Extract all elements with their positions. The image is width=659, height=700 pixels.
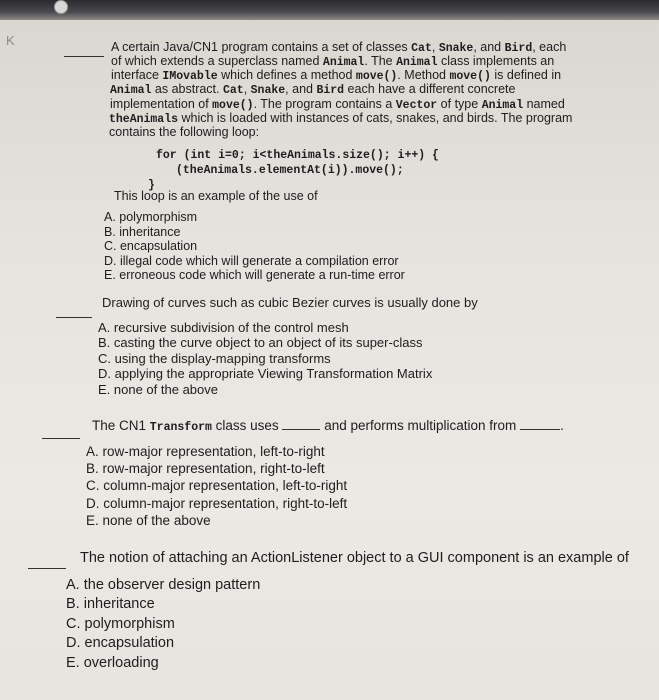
- code-run: Cat: [411, 42, 432, 55]
- q4-option-e[interactable]: E. overloading: [66, 654, 159, 671]
- q3-option-d[interactable]: D. column-major representation, right-to-left: [86, 495, 348, 511]
- text-run: each have a different concrete: [344, 82, 516, 96]
- inline-blank-2[interactable]: [520, 429, 560, 430]
- text-run: ,: [431, 40, 439, 54]
- code-run: move(): [355, 70, 398, 83]
- code-line: for (int i=0; i<theAnimals.size(); i++) {: [156, 149, 439, 162]
- q1-option-c[interactable]: C. encapsulation: [104, 239, 198, 254]
- code-run: Bird: [316, 84, 345, 97]
- code-run: Snake: [250, 84, 286, 97]
- code-run: Cat: [222, 84, 244, 97]
- text-run: of type: [437, 97, 482, 111]
- question-3-lead: The CN1: [92, 418, 150, 433]
- q3-option-c[interactable]: C. column-major representation, left-to-right: [86, 478, 348, 494]
- text-run: . The program contains a: [253, 97, 396, 111]
- code-run: Snake: [438, 42, 474, 55]
- code-run: Bird: [504, 42, 533, 55]
- text-run: which is loaded with instances of cats, snakes, and birds. The program: [178, 111, 573, 125]
- q1-option-d[interactable]: D. illegal code which will generate a compilation error: [104, 253, 399, 268]
- text-run: , each: [532, 40, 567, 54]
- question-3-mid: class uses: [211, 418, 279, 433]
- page-mark: K: [6, 33, 15, 48]
- q2-option-b[interactable]: B. casting the curve object to an object of its super-class: [98, 335, 423, 351]
- code-run: Animal: [481, 99, 524, 112]
- text-run: named: [523, 97, 565, 111]
- question-1-line: [109, 125, 259, 139]
- code-run: theAnimals: [109, 113, 179, 126]
- answer-blank-q4[interactable]: [28, 568, 66, 569]
- q3-option-e[interactable]: E. none of the above: [86, 512, 211, 528]
- code-line: }: [148, 179, 155, 192]
- q2-option-d[interactable]: D. applying the appropriate Viewing Transformation Matrix: [98, 366, 433, 382]
- code-run: Animal: [396, 56, 438, 69]
- q4-option-c[interactable]: C. polymorphism: [66, 615, 175, 632]
- q4-option-a[interactable]: A. the observer design pattern: [66, 577, 261, 593]
- text-run: ,: [243, 82, 251, 96]
- text-run: as abstract.: [151, 82, 223, 96]
- code-run: move(): [212, 99, 254, 112]
- question-1-line: [110, 82, 515, 98]
- code-line: (theAnimals.elementAt(i)).move();: [176, 164, 404, 177]
- q1-option-a[interactable]: A. polymorphism: [104, 210, 198, 224]
- question-3-after: and performs multiplication from: [324, 418, 517, 433]
- code-run: Vector: [395, 99, 438, 112]
- question-2-text: Drawing of curves such as cubic Bezier curves is usually done by: [102, 295, 478, 310]
- q2-option-a[interactable]: A. recursive subdivision of the control mesh: [98, 320, 349, 335]
- code-run: IMovable: [162, 70, 218, 83]
- text-run: , and: [473, 40, 505, 54]
- text-run: implementation of: [110, 97, 213, 111]
- text-run: contains the following loop:: [109, 125, 260, 139]
- question-4-text: The notion of attaching an ActionListener object to a GUI component is an example of: [80, 550, 629, 566]
- question-1-prompt: This loop is an example of the use of: [114, 189, 318, 203]
- code-run: Animal: [110, 84, 152, 97]
- text-run: . The: [364, 54, 397, 68]
- code-run: move(): [449, 70, 491, 83]
- question-3-end: .: [560, 418, 564, 433]
- q3-option-b[interactable]: B. row-major representation, right-to-left: [86, 461, 325, 477]
- q1-option-b[interactable]: B. inheritance: [104, 224, 181, 239]
- q3-option-a[interactable]: A. row-major representation, left-to-right: [86, 444, 325, 459]
- question-3-text: [92, 418, 564, 434]
- text-run: A certain Java/CN1 program contains a set of classes: [111, 40, 412, 54]
- text-run: . Method: [397, 68, 450, 82]
- q1-option-e[interactable]: E. erroneous code which will generate a run-time error: [104, 268, 405, 283]
- text-run: interface: [111, 68, 163, 82]
- text-run: , and: [285, 82, 317, 96]
- q4-option-d[interactable]: D. encapsulation: [66, 635, 175, 652]
- text-run: is defined in: [490, 68, 562, 82]
- question-3-code: Transform: [149, 421, 212, 434]
- q2-option-e[interactable]: E. none of the above: [98, 381, 218, 397]
- answer-blank-q1[interactable]: [64, 56, 104, 57]
- q2-option-c[interactable]: C. using the display-mapping transforms: [98, 350, 331, 366]
- text-run: of which extends a superclass named: [111, 54, 323, 68]
- inline-blank-1[interactable]: [282, 429, 320, 430]
- code-run: Animal: [322, 56, 365, 69]
- answer-blank-q2[interactable]: [56, 317, 92, 318]
- q4-option-b[interactable]: B. inheritance: [66, 596, 155, 613]
- answer-blank-q3[interactable]: [42, 438, 80, 439]
- text-run: which defines a method: [217, 68, 356, 82]
- text-run: class implements an: [437, 54, 555, 68]
